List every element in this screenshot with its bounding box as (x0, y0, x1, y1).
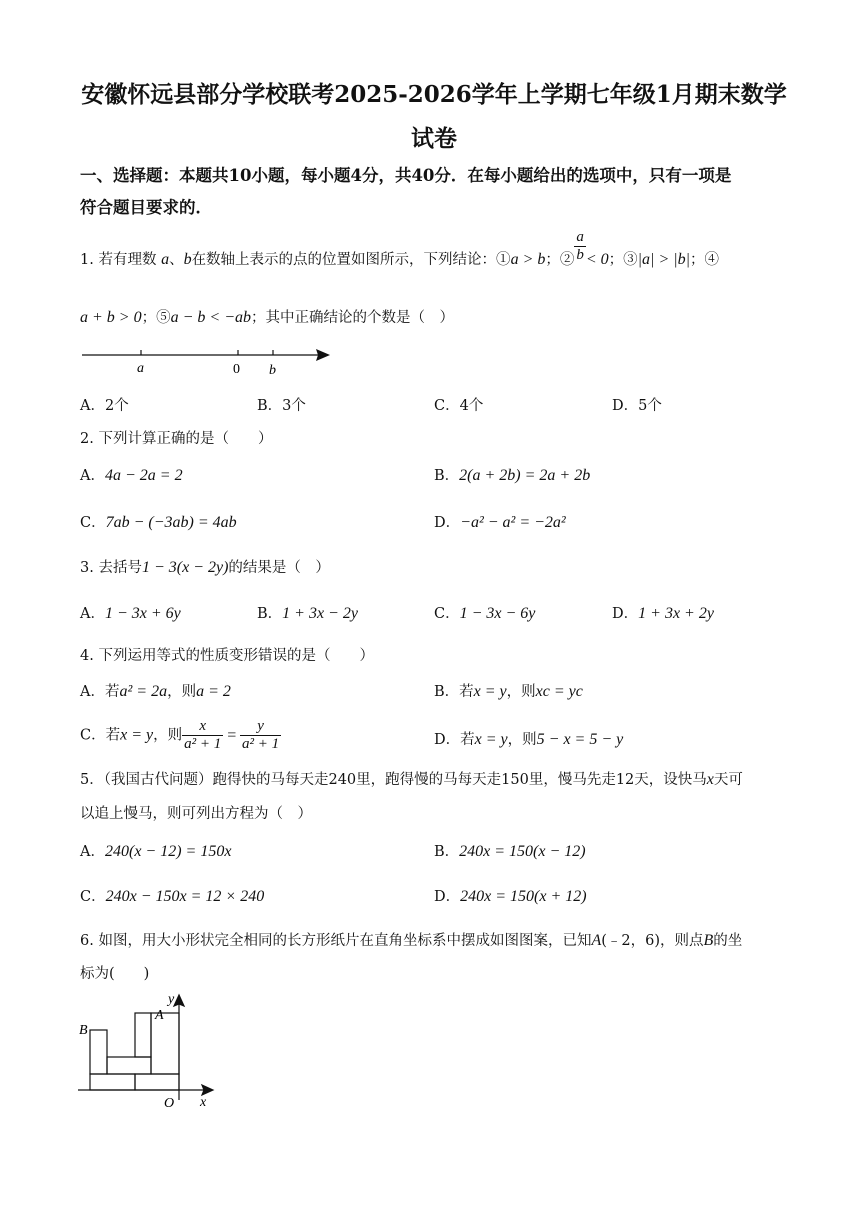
q3-stem-pre: 3. 去括号 (80, 560, 142, 576)
q5-option-d[interactable] (434, 885, 587, 906)
q1-number-line (80, 344, 340, 380)
q3-expr: 1 − 3(x − 2y) (141, 559, 229, 576)
q4-c-frac1-den: a² + 1 (184, 736, 222, 752)
q2-c-label: C． (80, 515, 106, 531)
q2-option-c[interactable] (80, 511, 237, 532)
q2-stem: 2. 下列计算正确的是（ ） (80, 431, 273, 447)
q4-c-frac2 (240, 718, 281, 753)
x-axis-arrow (202, 1085, 213, 1095)
q1-conclusion-2-frac (574, 229, 586, 264)
fig-label-y: y (168, 992, 175, 1007)
q6-line1-pre: 6. 如图，用大小形状完全相同的长方形纸片在直角坐标系中摆成如图图案，已知 (80, 933, 592, 949)
q2-c-expr: 7ab − (−3ab) = 4ab (105, 514, 237, 531)
q1-conclusion-3: |a| > |b| (637, 251, 691, 268)
q6-stem-line2: 标为( ) (80, 966, 150, 982)
q2-a-label: A． (80, 468, 105, 484)
q1-option-a[interactable]: A．2个 (80, 398, 129, 414)
q1-semi1: ；② (545, 252, 575, 268)
q1-text2: ；其中正确结论的个数是（ ） (250, 310, 454, 326)
q5-c-label: C． (80, 889, 106, 905)
q4-b-m2: xc = yc (535, 683, 583, 700)
q3-stem (80, 556, 330, 577)
q2-d-expr: −a² − a² = −2a² (460, 514, 566, 531)
q1-var-a: a (161, 251, 170, 268)
q2-b-expr: 2(a + 2b) = 2a + 2b (459, 467, 591, 484)
q5-stem-line1 (80, 768, 743, 789)
q4-c-mid: ，则 (153, 727, 183, 744)
rect-left-vertical (90, 1030, 107, 1074)
q4-b-m1: x = y (473, 683, 507, 700)
y-axis-arrow (174, 995, 184, 1006)
exam-title-line2: 试卷 (411, 125, 457, 152)
q4-a-m2: a = 2 (196, 683, 231, 700)
q4-b-mid: ，则 (506, 684, 536, 700)
q3-a-label: A． (80, 606, 105, 622)
q3-option-b[interactable] (257, 602, 358, 623)
q6-point-b: B (703, 932, 714, 949)
q6-figure (76, 990, 226, 1112)
section-heading (80, 160, 792, 224)
q5-line1: 5．（我国古代问题）跑得快的马每天走240里，跑得慢的马每天走150里，慢马先走12天，设快马 (80, 772, 707, 788)
q6-stem-line1 (80, 929, 742, 950)
q4-d-m1: x = y (474, 731, 508, 748)
q3-option-c[interactable] (434, 602, 535, 623)
q4-c-label: C．若 (80, 727, 121, 744)
q4-d-label: D．若 (434, 732, 475, 748)
q1-stem-line2 (80, 306, 454, 327)
q3-option-a[interactable] (80, 602, 181, 623)
q3-b-expr: 1 + 3x − 2y (282, 605, 358, 622)
rect-bottom-left (90, 1074, 135, 1090)
q4-d-mid: ，则 (507, 732, 537, 748)
q1-prefix: 1. 若有理数 (80, 252, 157, 268)
q4-a-label: A．若 (80, 684, 120, 700)
q3-d-label: D． (612, 606, 639, 622)
q5-a-label: A． (80, 844, 105, 860)
q1-c2-den: b (576, 246, 584, 263)
q2-option-b[interactable] (434, 464, 590, 485)
rect-middle (107, 1057, 151, 1074)
q1-option-d[interactable]: D．5个 (612, 398, 662, 414)
q4-c-frac1 (182, 718, 223, 753)
q3-a-expr: 1 − 3x + 6y (104, 605, 181, 622)
section-heading-line2: 符合题目要求的． (80, 198, 212, 217)
q5-var-x: x (706, 771, 714, 788)
q4-option-d[interactable] (434, 728, 623, 749)
label-a: a (137, 361, 144, 376)
q3-option-d[interactable] (612, 602, 714, 623)
q1-sep: 、 (169, 252, 184, 268)
q5-d-label: D． (434, 889, 461, 905)
q3-c-expr: 1 − 3x − 6y (459, 605, 536, 622)
q1-option-b[interactable]: B．3个 (257, 398, 306, 414)
q1-semi3: ；④ (690, 252, 720, 268)
q4-d-m2: 5 − x = 5 − y (536, 731, 624, 748)
section-heading-line1: 一、选择题：本题共10小题，每小题4分，共40分．在每小题给出的选项中，只有一项是 (80, 166, 732, 185)
q6-line1-end: 的坐 (713, 933, 743, 949)
q5-b-label: B． (434, 844, 460, 860)
q5-option-c[interactable] (80, 885, 264, 906)
q1-semi2: ；③ (608, 252, 638, 268)
q1-conclusion-2-rest: < 0 (585, 251, 609, 268)
q2-option-d[interactable] (434, 511, 566, 532)
q5-a-expr: 240(x − 12) = 150x (104, 843, 232, 860)
q5-d-expr: 240x = 150(x + 12) (460, 888, 587, 905)
q1-conclusion-1: a > b (510, 251, 546, 268)
q3-d-expr: 1 + 3x + 2y (638, 605, 714, 622)
q5-b-expr: 240x = 150(x − 12) (459, 843, 586, 860)
q4-c-m1: x = y (120, 726, 154, 744)
q1-option-c[interactable]: C．4个 (434, 398, 484, 414)
q5-c-expr: 240x − 150x = 12 × 240 (105, 888, 265, 905)
q4-c-eq: = (226, 726, 238, 744)
q6-coords: (﹣2，6)，则点 (601, 933, 704, 949)
q2-b-label: B． (434, 468, 460, 484)
q2-option-a[interactable] (80, 464, 183, 485)
q4-option-c[interactable] (80, 718, 281, 753)
rect-bottom-right (135, 1074, 179, 1090)
number-line-arrow (316, 349, 330, 361)
label-zero: 0 (233, 362, 240, 377)
q4-a-mid: ，则 (167, 684, 197, 700)
q4-c-frac2-den: a² + 1 (242, 736, 280, 752)
q4-c-frac1-num: x (182, 718, 223, 736)
q2-a-expr: 4a − 2a = 2 (104, 467, 183, 484)
q1-text1: 在数轴上表示的点的位置如图所示，下列结论：① (191, 252, 511, 268)
label-b: b (269, 363, 276, 378)
fig-label-a: A (155, 1008, 164, 1023)
q1-conclusion-4: a + b > 0 (80, 309, 142, 326)
q4-option-b[interactable] (434, 680, 583, 701)
q6-point-a: A (591, 932, 602, 949)
q4-a-m1: a² = 2a (119, 683, 168, 700)
q1-conclusion-5: a − b < −ab (170, 309, 251, 326)
fig-label-o: O (164, 1096, 175, 1111)
q5-option-b[interactable] (434, 840, 586, 861)
q2-d-label: D． (434, 515, 461, 531)
q5-option-a[interactable] (80, 840, 231, 861)
q4-option-a[interactable] (80, 680, 231, 701)
q3-c-label: C． (434, 606, 460, 622)
q1-var-b: b (183, 251, 192, 268)
rect-center-vertical (135, 1013, 151, 1057)
exam-title-line1: 安徽怀远县部分学校联考2025-2026学年上学期七年级1月期末数学 (81, 81, 787, 108)
q5-stem-line2: 以追上慢马，则可列出方程为（ ） (80, 806, 312, 822)
fig-label-b: B (79, 1023, 88, 1038)
q4-c-frac2-num: y (240, 718, 281, 736)
q3-stem-post: 的结果是（ ） (228, 560, 330, 576)
fig-label-x: x (200, 1095, 207, 1110)
q4-stem: 4. 下列运用等式的性质变形错误的是（ ） (80, 648, 374, 664)
q4-b-label: B．若 (434, 684, 474, 700)
q5-line1-end: 天可 (713, 772, 743, 788)
q1-c2-num: a (576, 228, 584, 245)
q1-semi4: ；⑤ (141, 310, 171, 326)
q3-b-label: B． (257, 606, 283, 622)
q1-stem-line1 (80, 228, 800, 269)
